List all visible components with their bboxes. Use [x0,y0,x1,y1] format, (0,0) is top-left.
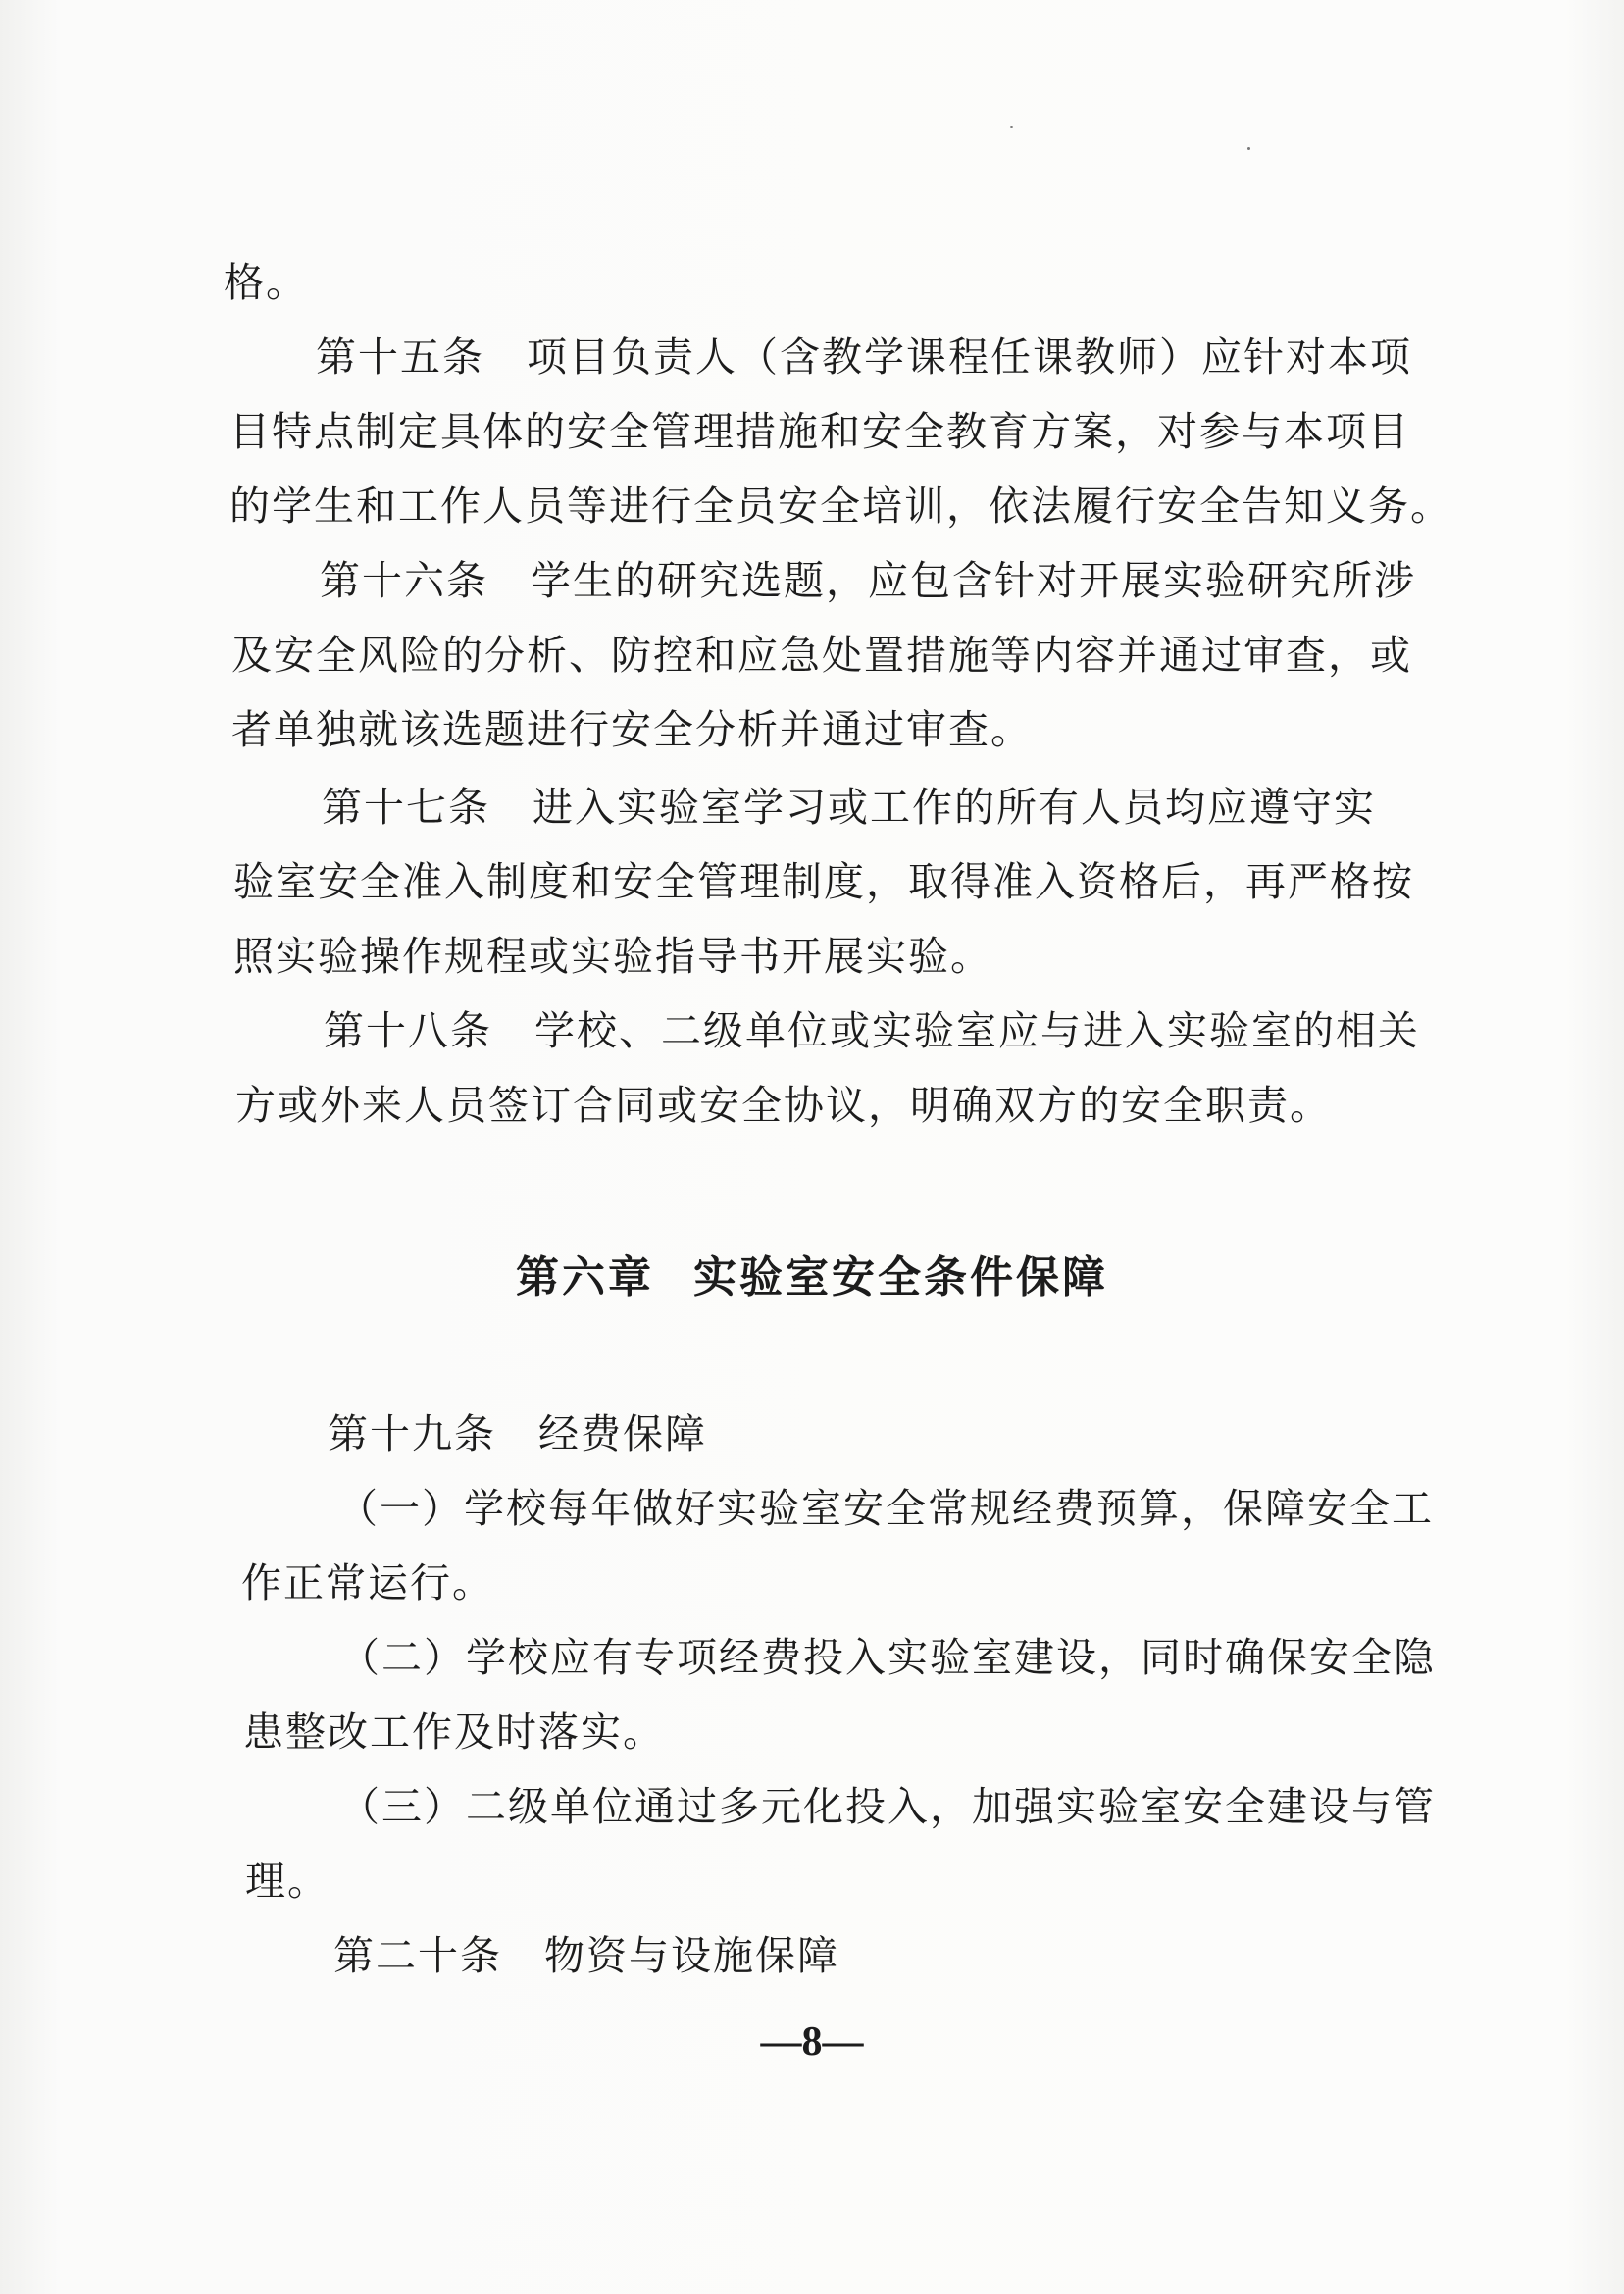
scan-speck [1247,147,1250,150]
text-line: 者单独就该选题进行安全分析并通过审查。 [231,706,1033,753]
text-line: 患整改工作及时落实。 [243,1708,665,1756]
chapter-number: 第六章 [516,1252,654,1302]
text-line: 验室安全准入制度和安全管理制度，取得准入资格后，再严格按 [233,858,1414,905]
text-line: 目特点制定具体的安全管理措施和安全教育方案，对参与本项目 [229,408,1410,455]
text-line: 格。 [224,259,308,306]
article-15-line: 第十五条 项目负责人（含教学课程任课教师）应针对本项 [316,333,1412,381]
article-19-line: 第十九条 经费保障 [328,1410,707,1457]
scan-speck [1010,126,1013,128]
chapter-title: 实验室安全条件保障 [693,1252,1108,1302]
text-line: 照实验操作规程或实验指导书开展实验。 [233,933,992,980]
text-line: （二）学校应有专项经费投入实验室建设，同时确保安全隐 [339,1634,1436,1681]
text-line: 的学生和工作人员等进行全员安全培训，依法履行安全告知义务。 [229,483,1452,530]
chapter-heading [0,1242,1624,1304]
text-line: 方或外来人员签订合同或安全协议，明确双方的安全职责。 [235,1082,1332,1129]
text-line: 作正常运行。 [241,1559,494,1606]
article-20-line: 第二十条 物资与设施保障 [333,1932,839,1979]
article-18-line: 第十八条 学校、二级单位或实验室应与进入实验室的相关 [324,1007,1420,1054]
page-number: —8— [760,2019,864,2065]
text-line: 理。 [245,1858,330,1905]
article-17-line: 第十七条 进入实验室学习或工作的所有人员均应遵守实 [322,784,1376,831]
article-16-line: 第十六条 学生的研究选题，应包含针对开展实验研究所涉 [320,557,1416,604]
text-line: （三）二级单位通过多元化投入，加强实验室安全建设与管 [339,1783,1436,1830]
text-line: 及安全风险的分析、防控和应急处置措施等内容并通过审查，或 [231,632,1412,679]
text-line: （一）学校每年做好实验室安全常规经费预算，保障安全工 [337,1485,1434,1532]
